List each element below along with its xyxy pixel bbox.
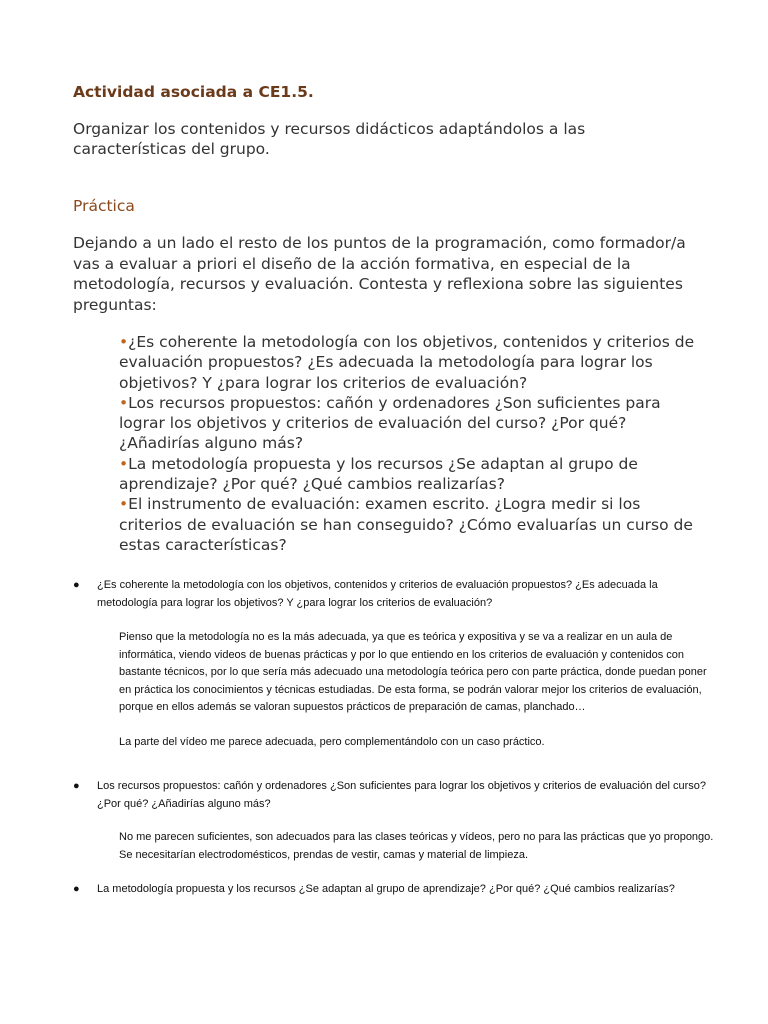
practice-question-text: La metodología propuesta y los recursos ¿Se adaptan al grupo de aprendizaje? ¿Por qué? ¿Qué cambios realizarías? bbox=[119, 454, 638, 494]
bullet-icon: ● bbox=[73, 780, 80, 792]
activity-objective: Organizar los contenidos y recursos didácticos adaptándolos a las características del grupo. bbox=[73, 120, 586, 158]
answer-paragraph: Pienso que la metodología no es la más adecuada, ya que es teórica y expositiva y se va a realizar en un aula de informática, viendo videos de buenas prácticas y por lo que entiendo en los criterios de evaluación y contenidos con bastante técnicos, por lo que sería más adecuado una metodología teórica pero con parte práctica, donde puedan poner en práctica los conocimientos y técnicas estudiadas. De esta forma, se podrán valorar mejor los criterios de evaluación, porque en ellos además se valoran supuestos prácticos de preparación de camas, planchado… bbox=[119, 631, 707, 713]
practice-heading: Práctica bbox=[73, 197, 135, 215]
answer-paragraph: La parte del vídeo me parece adecuada, pero complementándolo con un caso práctico. bbox=[119, 735, 545, 748]
practice-question bbox=[119, 332, 704, 393]
practice-question-text: El instrumento de evaluación: examen escrito. ¿Logra medir si los criterios de evaluación se han conseguido? ¿Cómo evaluarías un curso de estas características? bbox=[119, 495, 693, 554]
bullet-icon: ● bbox=[73, 883, 80, 895]
answer-question: La metodología propuesta y los recursos ¿Se adaptan al grupo de aprendizaje? ¿Por qué? ¿Qué cambios realizarías? bbox=[97, 883, 675, 895]
answer-item bbox=[73, 777, 713, 864]
activity-title: Actividad asociada a CE1.5. bbox=[73, 83, 314, 101]
practice-question-text: Los recursos propuestos: cañón y ordenadores ¿Son suficientes para lograr los objetivos y criterios de evaluación del curso? ¿Por qué? ¿Añadirías alguno más? bbox=[119, 393, 661, 453]
answer-item bbox=[73, 880, 713, 898]
practice-question bbox=[119, 454, 704, 495]
bullet-icon: • bbox=[119, 333, 129, 351]
answer-question: Los recursos propuestos: cañón y ordenadores ¿Son suficientes para lograr los objetivos y criterios de evaluación del curso? ¿Por qué? ¿Añadirías alguno más? bbox=[97, 780, 706, 810]
bullet-icon: • bbox=[119, 454, 129, 473]
practice-question bbox=[119, 494, 704, 555]
practice-question-text: ¿Es coherente la metodología con los objetivos, contenidos y criterios de evaluación propuestos? ¿Es adecuada la metodología para lograr los objetivos? Y ¿para lograr los criterios de evaluación? bbox=[119, 333, 695, 392]
answer-paragraph: No me parecen suficientes, son adecuados para las clases teóricas y vídeos, pero no para las prácticas que yo propongo. Se necesitarían electrodomésticos, prendas de vestir, camas y material de limpieza. bbox=[119, 831, 714, 861]
answers-list bbox=[73, 576, 713, 898]
answer-item bbox=[73, 576, 713, 751]
bullet-icon: • bbox=[119, 495, 129, 514]
bullet-icon: ● bbox=[73, 579, 80, 591]
answer-question: ¿Es coherente la metodología con los objetivos, contenidos y criterios de evaluación propuestos? ¿Es adecuada la metodología para lograr los objetivos? Y ¿para lograr los criterios de evaluación? bbox=[97, 579, 658, 609]
practice-question bbox=[119, 393, 704, 454]
practice-intro: Dejando a un lado el resto de los puntos de la programación, como formador/a vas a evaluar a priori el diseño de la acción formativa, en especial de la metodología, recursos y evaluación. Contesta y reflexiona sobre las siguientes preguntas: bbox=[73, 234, 686, 314]
bullet-icon: • bbox=[119, 393, 129, 412]
practice-questions-list bbox=[119, 332, 704, 555]
